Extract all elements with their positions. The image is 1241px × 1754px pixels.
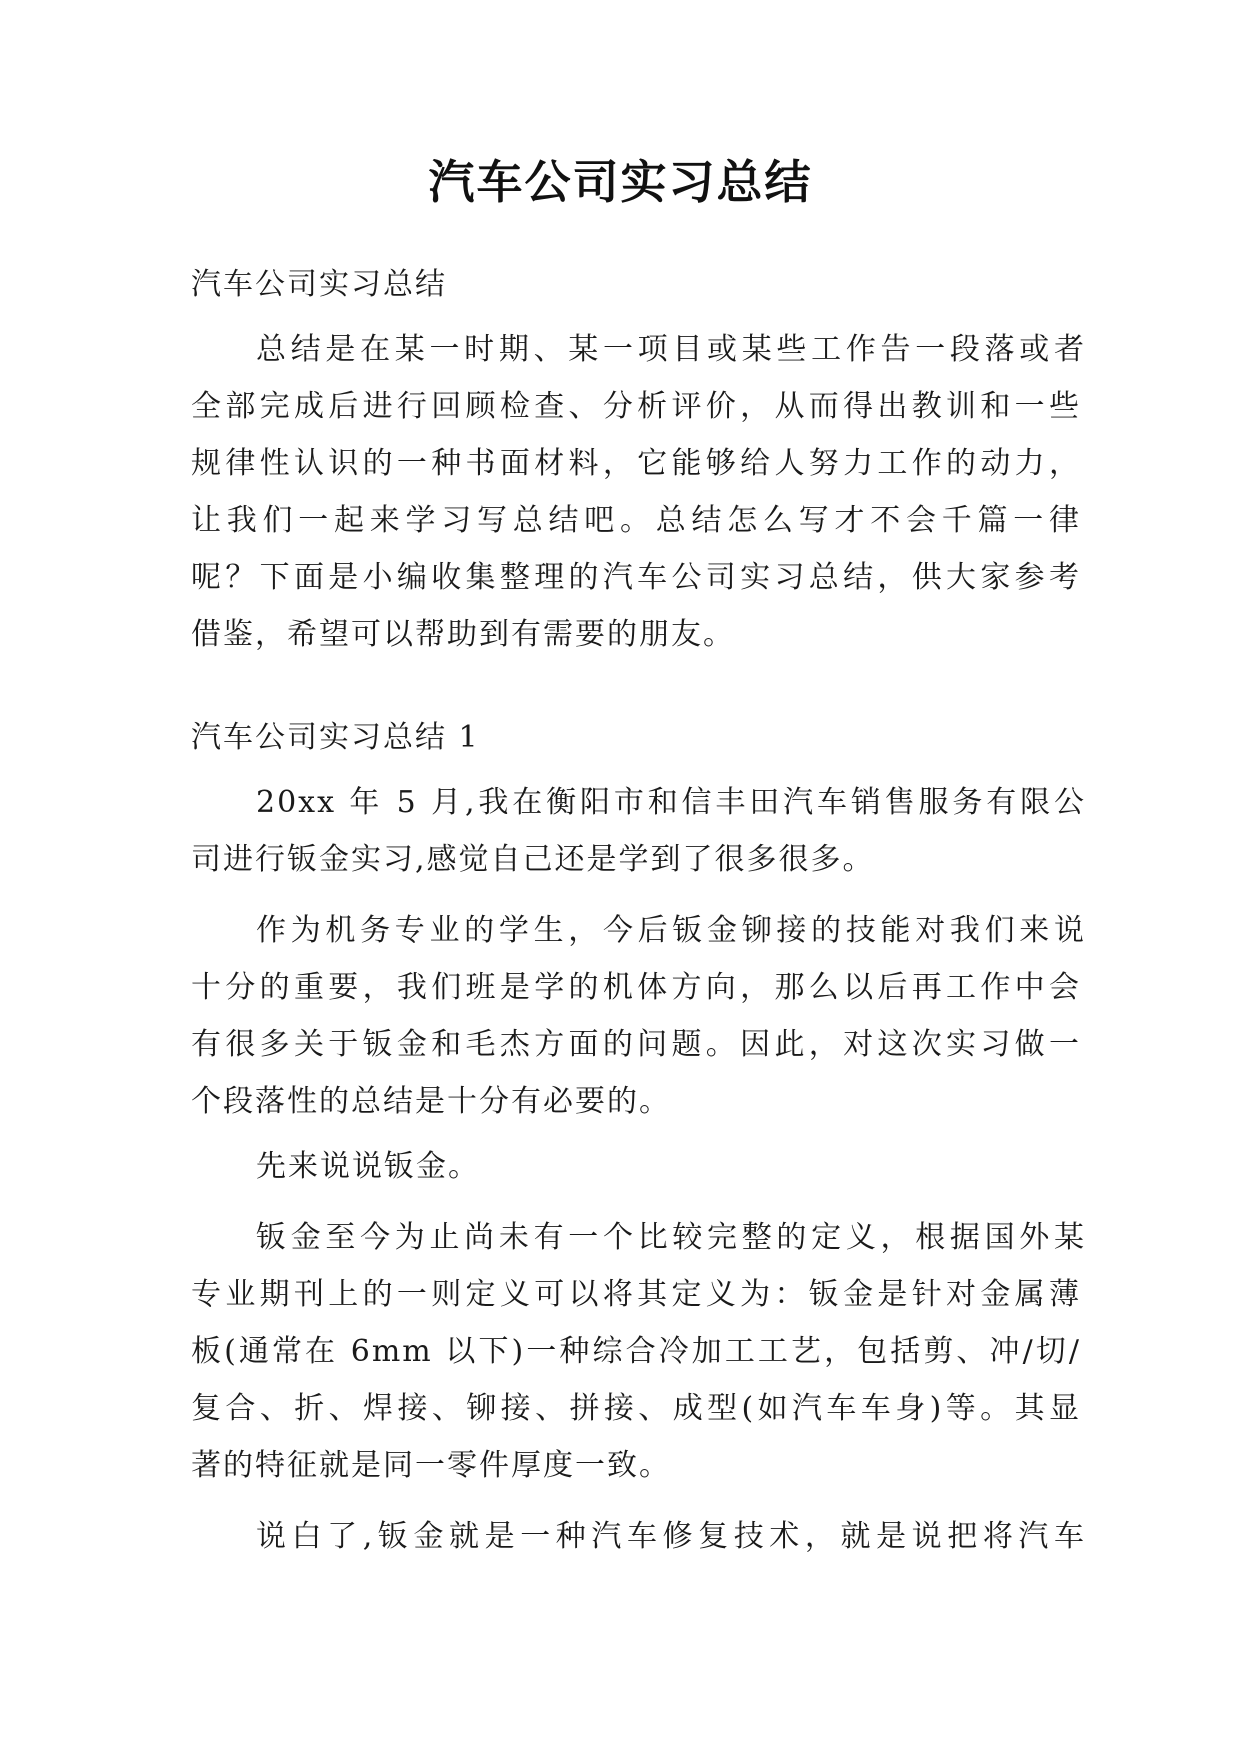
paragraph-line: 个段落性的总结是十分有必要的。 [191,1084,671,1119]
paragraph-line: 作为机务专业的学生，今后钣金铆接的技能对我们来说 [256,913,1086,948]
paragraph-line: 总结是在某一时期、某一项目或某些工作告一段落或者 [256,332,1086,367]
paragraph-line: 说白了,钣金就是一种汽车修复技术，就是说把将汽车 [256,1519,1086,1554]
paragraph-line: 复合、折、焊接、铆接、拼接、成型(如汽车车身)等。其显 [191,1391,1081,1426]
paragraph-line: 全部完成后进行回顾检查、分析评价，从而得出教训和一些 [191,389,1081,424]
paragraph-line: 十分的重要，我们班是学的机体方向，那么以后再工作中会 [191,970,1081,1005]
paragraph-line: 有很多关于钣金和毛杰方面的问题。因此，对这次实习做一 [191,1027,1081,1062]
paragraph-line: 钣金至今为止尚未有一个比较完整的定义，根据国外某 [256,1220,1086,1255]
paragraph-line: 专业期刊上的一则定义可以将其定义为：钣金是针对金属薄 [191,1277,1081,1312]
section-heading-intro: 汽车公司实习总结 [191,267,447,302]
paragraph-line: 司进行钣金实习,感觉自己还是学到了很多很多。 [191,842,875,877]
paragraph-line: 20xx 年 5 月,我在衡阳市和信丰田汽车销售服务有限公 [256,785,1086,820]
paragraph-line: 借鉴，希望可以帮助到有需要的朋友。 [191,617,735,652]
paragraph-line: 先来说说钣金。 [256,1149,480,1184]
paragraph-line: 呢？下面是小编收集整理的汽车公司实习总结，供大家参考 [191,560,1081,595]
paragraph-line: 规律性认识的一种书面材料，它能够给人努力工作的动力， [191,446,1081,481]
paragraph-line: 让我们一起来学习写总结吧。总结怎么写才不会千篇一律 [191,503,1081,538]
paragraph-line: 板(通常在 6mm 以下)一种综合冷加工工艺，包括剪、冲/切/ [191,1334,1081,1369]
paragraph-line: 著的特征就是同一零件厚度一致。 [191,1448,671,1483]
section-heading-1: 汽车公司实习总结 1 [191,720,480,755]
document-title: 汽车公司实习总结 [428,155,813,209]
